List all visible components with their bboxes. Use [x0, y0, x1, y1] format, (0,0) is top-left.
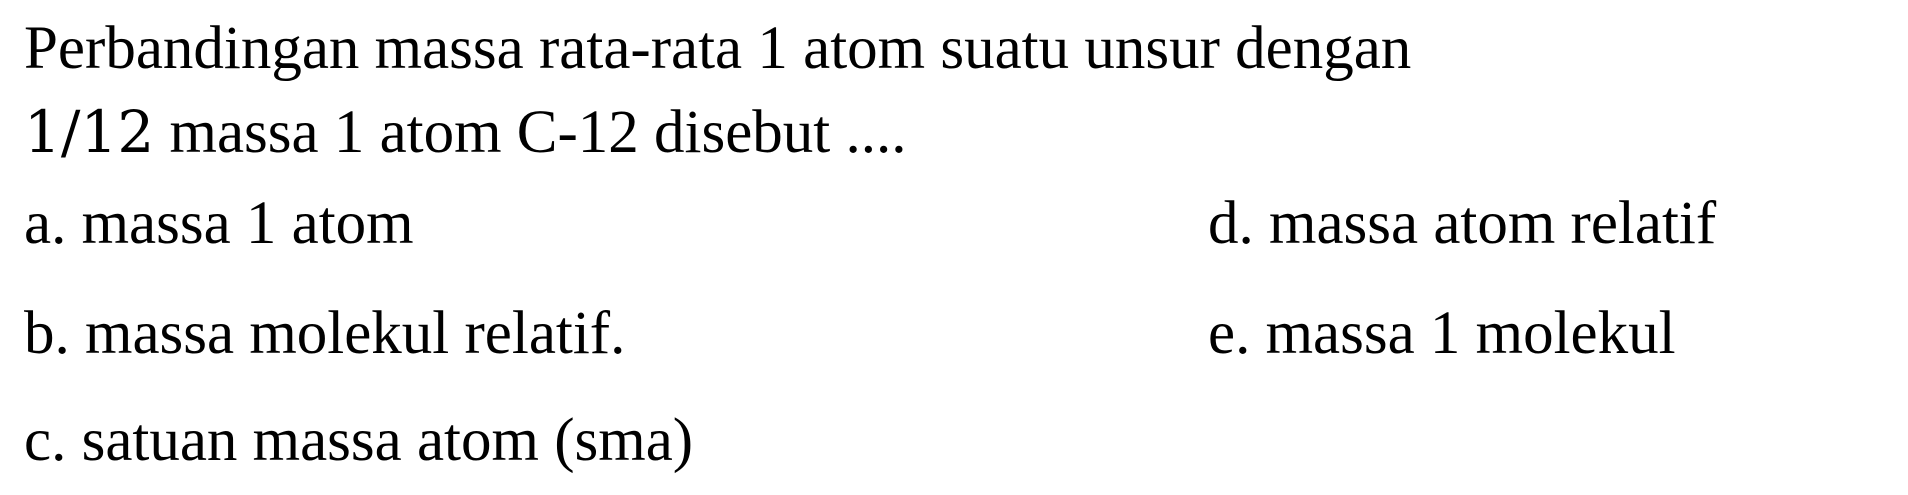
question-line-2: [24, 98, 907, 166]
option-c[interactable]: c. satuan massa atom (sma): [24, 407, 694, 474]
question-line-1: Perbandingan massa rata-rata 1 atom suatu unsur dengan: [24, 15, 1412, 82]
option-b[interactable]: b. massa molekul relatif.: [24, 300, 626, 367]
option-a[interactable]: a. massa 1 atom: [24, 190, 414, 257]
option-d[interactable]: d. massa atom relatif: [1208, 190, 1717, 257]
question-line-2-text: massa 1 atom C-12 disebut ....: [154, 99, 907, 166]
option-e[interactable]: e. massa 1 molekul: [1208, 300, 1676, 367]
fraction-one-twelfth: 1/12: [24, 98, 155, 166]
